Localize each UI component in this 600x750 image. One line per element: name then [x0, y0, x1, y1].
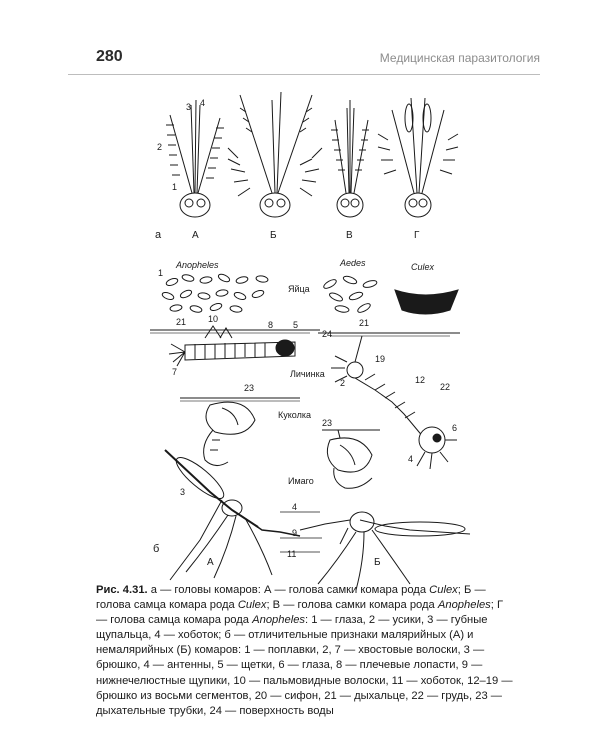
head-b-illustration: [228, 92, 322, 217]
figure-label: Рис. 4.31.: [96, 584, 148, 596]
figure-caption: [96, 583, 516, 719]
label-pupa: Куколка: [278, 410, 311, 420]
head-a-illustration: [166, 100, 224, 217]
head-callout-1: 1: [172, 182, 178, 192]
callout-23-b: 23: [322, 418, 333, 428]
head-d-illustration: [378, 98, 458, 217]
caption-text-1: а — головы комаров: А — голова самки комара рода: [147, 584, 430, 596]
culex-egg-raft: [395, 290, 458, 314]
panel-a-letter: а: [155, 229, 162, 241]
head-label-a: А: [192, 230, 199, 241]
label-larva: Личинка: [290, 369, 325, 379]
callout-21-a: 21: [176, 317, 187, 327]
label-culex: Culex: [411, 262, 435, 272]
callout-7: 7: [172, 367, 178, 377]
callout-2: 2: [340, 378, 346, 388]
callout-22: 22: [440, 382, 451, 392]
head-label-c: В: [346, 230, 353, 241]
anopheles-eggs: [161, 273, 268, 314]
page-number: 280: [96, 48, 123, 65]
caption-text-2: ; Б — голова самца комара рода: [96, 584, 486, 612]
caption-latin-3: Anopheles: [437, 599, 491, 612]
callout-3: 3: [180, 487, 186, 497]
callout-4-b: 4: [292, 502, 298, 512]
caption-latin-1: Culex: [429, 584, 458, 596]
caption-text-4: ; Г — голова самца комара рода: [96, 599, 504, 627]
label-aedes: Aedes: [340, 258, 366, 268]
head-label-b: Б: [270, 230, 277, 241]
caption-text-5: : 1 — глаза, 2 — усики, 3 — губные щупальца, 4 — хоботок; б — отличительные признаки малярийных (А) и немалярийных (Б) комаров: 1 — поплавки, 2, 7 — хвостовые волоски, 3 — брюшко, 4 — антенны, 5 — щетки, 6 — глаза, 8 — плечевые лопасти, 9 — нижнечелюстные щупики, 10 — пальмовидные волоски, 11 — хоботок, 12–19 — брюшко из восьми сегментов, 20 — сифон, 21 — дыхальце, 22 — грудь, 23 — дыхательные трубки, 24 — поверхность воды: [96, 614, 513, 717]
caption-text-3: ; В — голова самки комара рода: [266, 599, 438, 612]
callout-4-a: 4: [408, 454, 414, 464]
head-callout-2: 2: [157, 142, 163, 152]
label-eggs: Яйца: [288, 284, 310, 294]
callout-19: 19: [375, 354, 386, 364]
head-callout-3: 3: [186, 102, 192, 112]
culex-larva: [331, 336, 457, 469]
head-label-d: Г: [414, 230, 420, 241]
head-callout-4: 4: [200, 98, 206, 108]
caption-latin-2: Culex: [237, 599, 267, 612]
aedes-eggs: [322, 275, 377, 314]
label-imago: Имаго: [288, 476, 314, 486]
running-title: Медицинская паразитология: [379, 51, 540, 65]
callout-11: 11: [287, 549, 297, 559]
callout-23-a: 23: [244, 383, 255, 393]
imago-label-a: А: [207, 557, 214, 568]
callout-5: 5: [293, 320, 299, 330]
culex-adult: [300, 512, 470, 590]
imago-label-b: Б: [374, 557, 381, 568]
callout-6: 6: [452, 423, 458, 433]
callout-12: 12: [415, 375, 426, 385]
callout-24: 24: [322, 329, 333, 339]
panel-b-letter: б: [153, 543, 160, 555]
culex-pupa: [327, 430, 372, 488]
caption-latin-4: Anopheles: [252, 614, 306, 627]
head-c-illustration: [331, 100, 369, 217]
callout-8: 8: [268, 320, 274, 330]
label-anopheles: Anopheles: [176, 260, 219, 270]
callout-10: 10: [208, 314, 219, 324]
anopheles-larva: [169, 326, 295, 366]
callout-9: 9: [292, 528, 298, 538]
callout-21-b: 21: [359, 318, 370, 328]
egg-callout-1: 1: [158, 268, 164, 278]
anopheles-adult: [165, 450, 300, 580]
anopheles-pupa: [204, 402, 255, 465]
